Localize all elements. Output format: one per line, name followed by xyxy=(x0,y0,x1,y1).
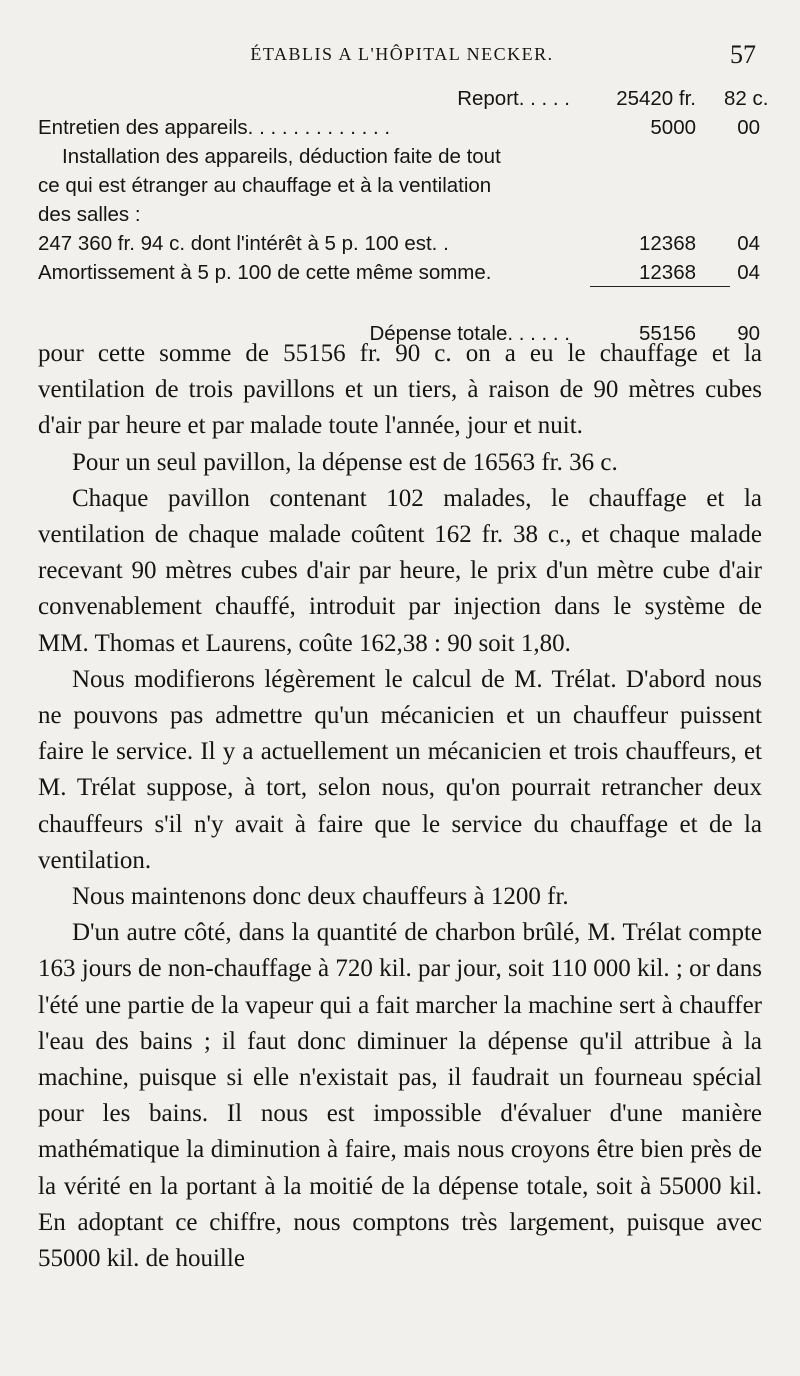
ledger-installation-line xyxy=(38,171,760,200)
ledger-row-entretien xyxy=(38,113,760,142)
ledger-row-report xyxy=(38,84,769,113)
ledger-label: Report. . . . . xyxy=(457,87,570,110)
ledger-row-interet xyxy=(38,229,760,258)
paragraph: Nous modifierons légèrement le calcul de M. Trélat. D'abord nous ne pouvons pas admettre qu'un mécanicien et un chauffeur puissent faire le service. Il y a actuellement un mécanicien et trois chauffeurs, et M. Trélat suppose, à tort, selon nous, qu'on pourrait retrancher deux chauffeurs s'il n'y avait à faire que le service du chauffage et de la ventilation. xyxy=(38,665,762,874)
ledger-label: Installation des appareils, déduction faite de tout xyxy=(62,145,501,168)
ledger-cents: 04 xyxy=(737,232,760,255)
ledger-amount: 12368 xyxy=(638,232,696,255)
paragraph: Nous maintenons donc deux chauffeurs à 1200 fr. xyxy=(72,883,569,911)
ledger-installation-line xyxy=(38,142,760,171)
ledger-label: Amortissement à 5 p. 100 de cette même somme. xyxy=(38,261,492,284)
ledger-amount: 55156 xyxy=(638,322,696,345)
ledger-label: Entretien des appareils. . . . . . . . . . . . . xyxy=(38,116,391,139)
ledger-amount: 12368 xyxy=(638,261,696,284)
paragraph: Pour un seul pavillon, la dépense est de 16563 fr. 36 c. xyxy=(72,448,618,476)
ledger-installation-line xyxy=(38,200,760,229)
page-number: 57 xyxy=(730,40,756,69)
body-text xyxy=(38,336,762,1277)
ledger-cents: 82 c. xyxy=(724,87,769,110)
ledger-amount: 5000 xyxy=(650,116,696,139)
ledger-cents: 04 xyxy=(737,261,760,284)
paragraph: Chaque pavillon contenant 102 malades, le chauffage et la ventilation de chaque malade coûtent 162 fr. 38 c., et chaque malade recevant 90 mètres cubes d'air par heure, le prix d'un mètre cube d'air convenablement chauffé, introduit par injection dans le système de MM. Thomas et Laurens, coûte 162,38 : 90 soit 1,80. xyxy=(38,484,762,657)
ledger-cents: 00 xyxy=(737,116,760,139)
ledger-cents: 90 xyxy=(737,322,760,345)
paragraph: D'un autre côté, dans la quantité de charbon brûlé, M. Trélat compte 163 jours de non-chauffage à 720 kil. par jour, soit 110 000 kil. ; or dans l'été une partie de la vapeur qui a fait marcher la machine sert à chauffer l'eau des bains ; il faut donc diminuer la dépense qu'il attribue à la machine, puisque si elle n'existait pas, il faudrait un fourneau spécial pour les bains. Il nous est impossible d'évaluer d'une manière mathématique la diminution à faire, mais nous croyons être bien près de la vérité en la portant à la moitié de la dépense totale, soit à 55000 kil. En adoptant ce chiffre, nous comptons très largement, puisque avec 55000 kil. de houille xyxy=(38,919,762,1273)
paragraph: pour cette somme de 55156 fr. 90 c. on a eu le chauffage et la ventilation de trois pavillons et un tiers, à raison de 90 mètres cubes d'air par heure et par malade toute l'année, jour et nuit. xyxy=(38,340,762,440)
ledger-label: 247 360 fr. 94 c. dont l'intérêt à 5 p. 100 est. . xyxy=(38,232,449,255)
ledger-label: Dépense totale. . . . . . xyxy=(369,322,570,345)
ledger-label: ce qui est étranger au chauffage et à la ventilation xyxy=(38,174,492,197)
page-header xyxy=(40,40,764,74)
ledger-amount: 25420 fr. xyxy=(616,87,696,110)
ledger-label: des salles : xyxy=(38,203,141,226)
ledger-row-spacer xyxy=(38,290,760,319)
running-title: ÉTABLIS A L'HÔPITAL NECKER. xyxy=(250,44,554,64)
total-rule xyxy=(590,286,730,287)
expense-ledger xyxy=(38,84,769,348)
